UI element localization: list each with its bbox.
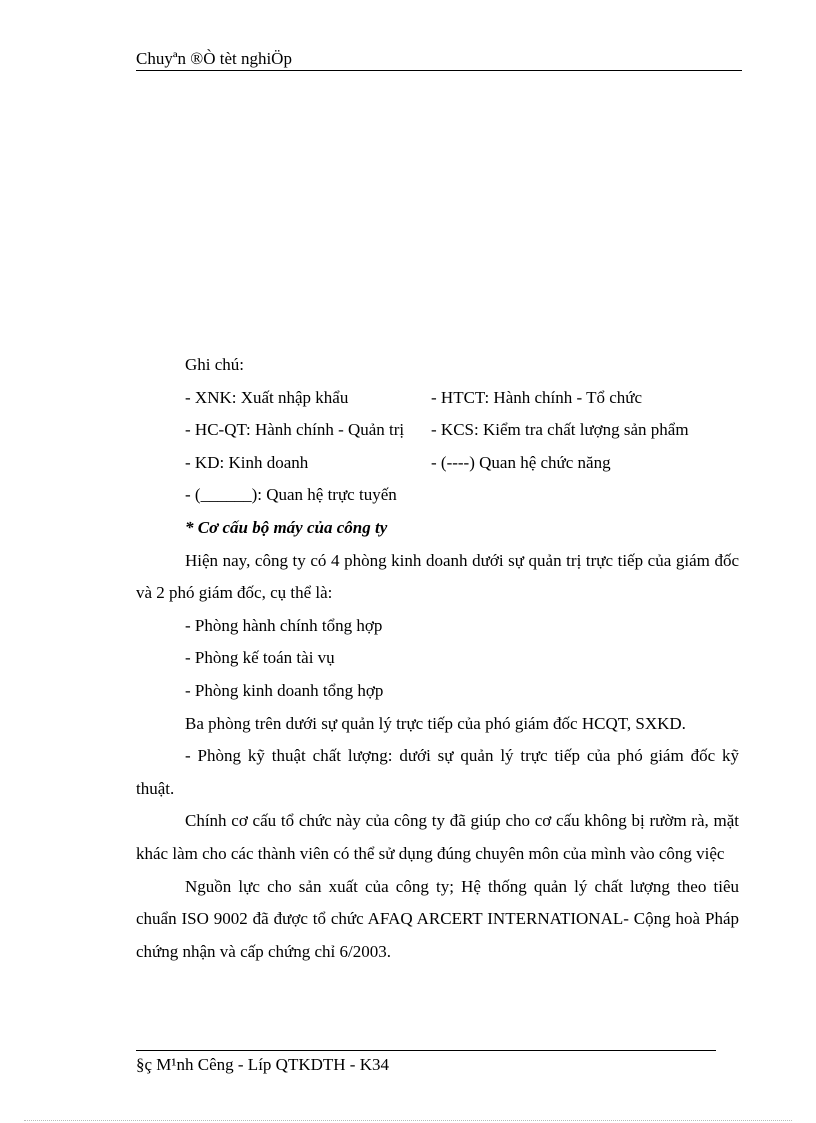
page-header-title: Chuyªn ®Ò tèt nghiÖp xyxy=(136,49,292,68)
list-item: - Phòng kinh doanh tổng hợp xyxy=(185,680,384,700)
list-item: - Phòng hành chính tổng hợp xyxy=(185,615,383,635)
notes-row xyxy=(136,382,739,415)
note-item: - (----) Quan hệ chức năng xyxy=(431,452,611,472)
note-item: - XNK: Xuất nhập khẩu xyxy=(185,387,349,407)
note-item: - (______): Quan hệ trực tuyến xyxy=(185,485,397,505)
note-item: - KCS: Kiểm tra chất lượng sản phẩm xyxy=(431,420,689,440)
note-item: - HC-QT: Hành chính - Quản trị xyxy=(185,420,405,440)
footer-rule xyxy=(136,1050,716,1051)
paragraph: Ba phòng trên dưới sự quản lý trực tiếp của phó giám đốc HCQT, SXKD. xyxy=(185,713,686,733)
paragraph: - Phòng kỹ thuật chất lượng: dưới sự quản lý trực tiếp của phó giám đốc kỹ thuật. xyxy=(136,746,739,798)
page-footer-text: §ç M¹nh Cêng - Líp QTKDTH - K34 xyxy=(136,1055,389,1074)
document-body xyxy=(136,349,739,968)
header-rule xyxy=(136,70,742,71)
page-edge-divider xyxy=(24,1120,792,1121)
notes-row xyxy=(136,414,739,447)
paragraph: Nguồn lực cho sản xuất của công ty; Hệ thống quản lý chất lượng theo tiêu chuẩn ISO 9002 đã được tổ chức AFAQ ARCERT INTERNATIONAL- Cộng hoà Pháp chứng nhận và cấp chứng chỉ 6/2003. xyxy=(136,876,739,961)
paragraph-intro: Hiện nay, công ty có 4 phòng kinh doanh dưới sự quản trị trực tiếp của giám đốc và 2 phó giám đốc, cụ thể là: xyxy=(136,550,739,603)
note-item: - HTCT: Hành chính - Tổ chức xyxy=(431,387,643,407)
notes-row xyxy=(136,447,739,480)
paragraph: Chính cơ cấu tổ chức này của công ty đã giúp cho cơ cấu không bị rườm rà, mặt khác làm cho các thành viên có thể sử dụng đúng chuyên môn của mình vào công việc xyxy=(136,811,739,863)
note-item: - KD: Kinh doanh xyxy=(185,452,309,472)
section-heading: * Cơ cấu bộ máy của công ty xyxy=(185,517,388,537)
notes-title: Ghi chú: xyxy=(185,355,245,374)
list-item: - Phòng kế toán tài vụ xyxy=(185,648,335,668)
